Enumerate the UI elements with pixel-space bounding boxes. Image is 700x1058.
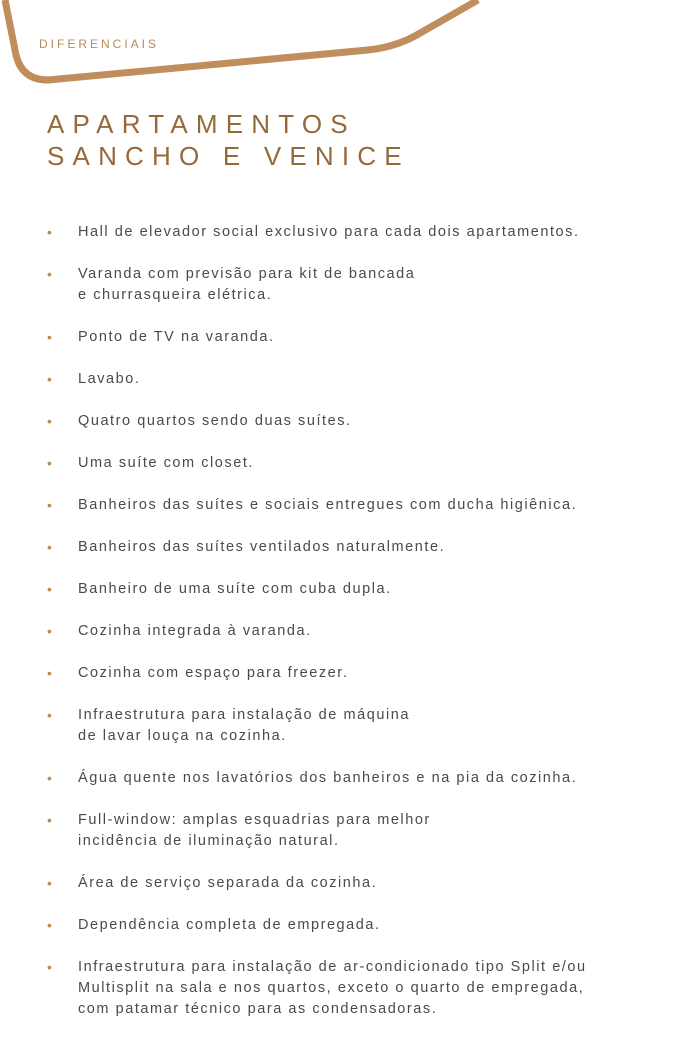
bullet-icon: •	[47, 770, 54, 786]
feature-text-line: Infraestrutura para instalação de máquina	[78, 707, 410, 723]
feature-text-line: incidência de iluminação natural.	[78, 833, 340, 849]
feature-text-line: Água quente nos lavatórios dos banheiros e na pia da cozinha.	[78, 770, 578, 786]
bullet-icon: •	[47, 707, 54, 723]
feature-item	[47, 327, 687, 348]
feature-text-line: Ponto de TV na varanda.	[78, 329, 275, 345]
feature-text-line: Banheiros das suítes e sociais entregues com ducha higiênica.	[78, 497, 578, 513]
bullet-icon: •	[47, 875, 54, 891]
feature-item	[47, 495, 687, 516]
bullet-icon: •	[47, 497, 54, 513]
feature-text-line: Hall de elevador social exclusivo para cada dois apartamentos.	[78, 224, 580, 240]
feature-text-line: Full-window: amplas esquadrias para melhor	[78, 812, 431, 828]
bullet-icon: •	[47, 371, 54, 387]
feature-item	[47, 453, 687, 474]
feature-text-line: Dependência completa de empregada.	[78, 917, 381, 933]
feature-text-line: Varanda com previsão para kit de bancada	[78, 266, 416, 282]
feature-item	[47, 222, 687, 243]
feature-item	[47, 579, 687, 600]
bullet-icon: •	[47, 581, 54, 597]
page-title	[47, 108, 410, 172]
feature-text-line: Banheiro de uma suíte com cuba dupla.	[78, 581, 392, 597]
bullet-icon: •	[47, 413, 54, 429]
feature-text-line: Uma suíte com closet.	[78, 455, 254, 471]
bullet-icon: •	[47, 224, 54, 240]
feature-item	[47, 810, 687, 852]
feature-text-line: Cozinha integrada à varanda.	[78, 623, 312, 639]
section-label: DIFERENCIAIS	[39, 37, 160, 51]
bullet-icon: •	[47, 329, 54, 345]
feature-item	[47, 537, 687, 558]
bullet-icon: •	[47, 665, 54, 681]
feature-text-line: com patamar técnico para as condensadoras.	[78, 1001, 438, 1017]
page-title-line-1: APARTAMENTOS	[47, 109, 356, 139]
bullet-icon: •	[47, 959, 54, 975]
features-list	[47, 222, 687, 1041]
feature-item	[47, 411, 687, 432]
bullet-icon: •	[47, 455, 54, 471]
page-title-line-2: SANCHO E VENICE	[47, 141, 410, 171]
feature-item	[47, 873, 687, 894]
feature-text-line: Banheiros das suítes ventilados naturalmente.	[78, 539, 446, 555]
feature-text-line: Lavabo.	[78, 371, 141, 387]
bullet-icon: •	[47, 539, 54, 555]
feature-text-line: Área de serviço separada da cozinha.	[78, 875, 378, 891]
bullet-icon: •	[47, 917, 54, 933]
feature-text-line: Multisplit na sala e nos quartos, exceto o quarto de empregada,	[78, 980, 585, 996]
feature-item	[47, 621, 687, 642]
feature-text-line: e churrasqueira elétrica.	[78, 287, 273, 303]
feature-item	[47, 705, 687, 747]
feature-item	[47, 957, 687, 1020]
feature-item	[47, 768, 687, 789]
feature-text-line: Quatro quartos sendo duas suítes.	[78, 413, 352, 429]
feature-item	[47, 264, 687, 306]
feature-text-line: de lavar louça na cozinha.	[78, 728, 287, 744]
bullet-icon: •	[47, 812, 54, 828]
feature-item	[47, 369, 687, 390]
feature-item	[47, 663, 687, 684]
bullet-icon: •	[47, 266, 54, 282]
feature-text-line: Cozinha com espaço para freezer.	[78, 665, 349, 681]
bullet-icon: •	[47, 623, 54, 639]
feature-text-line: Infraestrutura para instalação de ar-condicionado tipo Split e/ou	[78, 959, 587, 975]
feature-item	[47, 915, 687, 936]
